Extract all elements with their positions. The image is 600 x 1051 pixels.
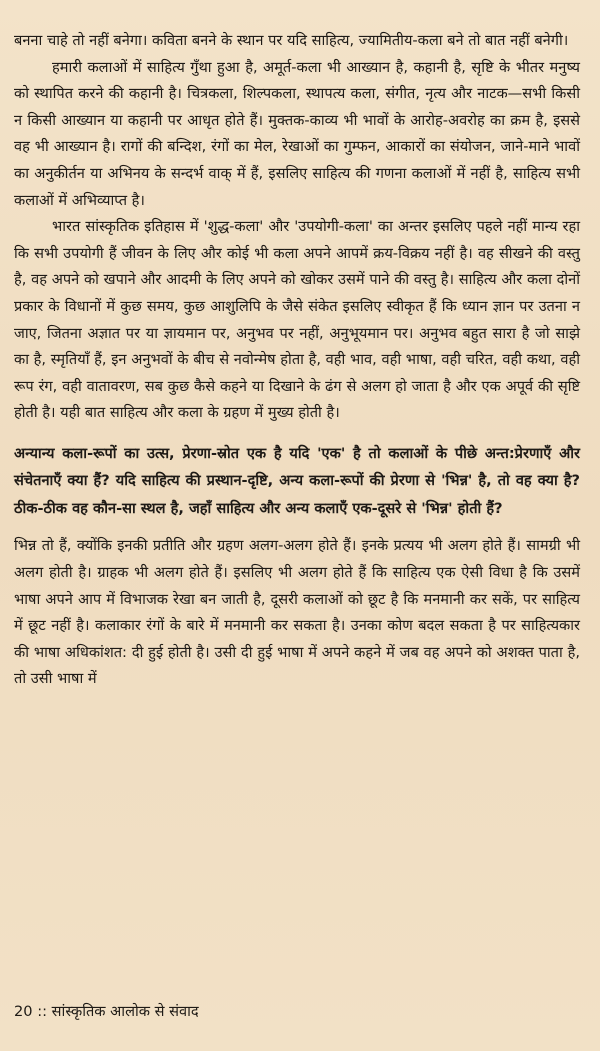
paragraph-art-and-literature: हमारी कलाओं में साहित्य गुँथा हुआ है, अमूर्त-कला भी आख्यान है, कहानी है, सृष्टि के भीतर मनुष्य को स्थापित करने की कहानी है। चित्रकला, शिल्पकला, स्थापत्य कला, संगीत, नृत्य और नाटक—सभी किसी न किसी आख्यान या कहानी पर आधृत होते हैं। मुक्तक-काव्य भी भावों के आरोह-अवरोह का क्रम है, इससे वह भी आख्यान है। रागों की बन्दिश, रंगों का मेल, रेखाओं का गुम्फन, आकारों का संयोजन, जाने-माने भावों का अनुकीर्तन या अभिनय के सन्दर्भ वाक् में हैं, इसलिए साहित्य की गणना कलाओं में नहीं है, साहित्य सभी कलाओं में अभिव्याप्त है। — [14, 58, 580, 209]
paragraph-continuation: बनना चाहे तो नहीं बनेगा। कविता बनने के स्थान पर यदि साहित्य, ज्यामितीय-कला बने तो बात नहीं बनेगी। — [14, 32, 569, 49]
paragraph-pure-and-useful-art: भारत सांस्कृतिक इतिहास में 'शुद्ध-कला' और 'उपयोगी-कला' का अन्तर इसलिए पहले नहीं मान्य रहा कि सभी उपयोगी हैं जीवन के लिए और कोई भी कला अपने आपमें क्रय-विक्रय नहीं है। वह सीखने की वस्तु है, वह अपने को खपाने और आदमी के लिए अपने को खोकर उसमें पाने की वस्तु है। साहित्य और कला दोनों प्रकार के विधानों में कुछ समय, कुछ आशुलिपि के जैसे संकेत इसलिए स्वीकृत हैं कि ध्यान ज्ञान पर उतना न जाए, जितना अज्ञात पर या ज्ञायमान पर, अनुभव पर नहीं, अनुभूयमान पर। अनुभव बहुत सारा है जो साझे का है, स्मृतियाँ हैं, इन अनुभवों के बीच से नवोन्मेष होता है, वही भाव, वही भाषा, वही चरित, वही कथा, वही रूप रंग, वही वातावरण, सब कुछ कैसे कहने या दिखाने के ढंग से अलग हो जाता है और एक अपूर्व की सृष्टि होती है। यही बात साहित्य और कला के ग्रहण में मुख्य होती है। — [14, 218, 580, 422]
interview-answer: भिन्न तो हैं, क्योंकि इनकी प्रतीति और ग्रहण अलग-अलग होते हैं। इनके प्रत्यय भी अलग होते हैं। सामग्री भी अलग होती है। ग्राहक भी अलग होते हैं। इसलिए भी अलग होते हैं कि साहित्य एक ऐसी विधा है कि उसमें भाषा अपने आप में विभाजक रेखा बन जाती है, दूसरी कलाओं को छूट है कि मनमानी कर सकें, पर साहित्य में छूट नहीं है। कलाकार रंगों के बारे में मनमानी कर सकता है। उनका कोण बदल सकता है पर साहित्यकार की भाषा अधिकांशत: दी हुई होती है। उसी दी हुई भाषा में अपने कहने में जब वह अपने को अशक्त पाता है, तो उसी भाषा में — [14, 537, 580, 688]
page-footer: 20 :: सांस्कृतिक आलोक से संवाद — [14, 1003, 199, 1020]
interview-question: अन्यान्य कला-रूपों का उत्स, प्रेरणा-स्रोत एक है यदि 'एक' है तो कलाओं के पीछे अन्त:प्रेरणाएँ और संचेतनाएँ क्या हैं? यदि साहित्य की प्रस्थान-दृष्टि, अन्य कला-रूपों की प्रेरणा से 'भिन्न' है, तो वह क्या है? ठीक-ठीक वह कौन-सा स्थल है, जहाँ साहित्य और अन्य कलाएँ एक-दूसरे से 'भिन्न' होती हैं? — [14, 444, 580, 517]
